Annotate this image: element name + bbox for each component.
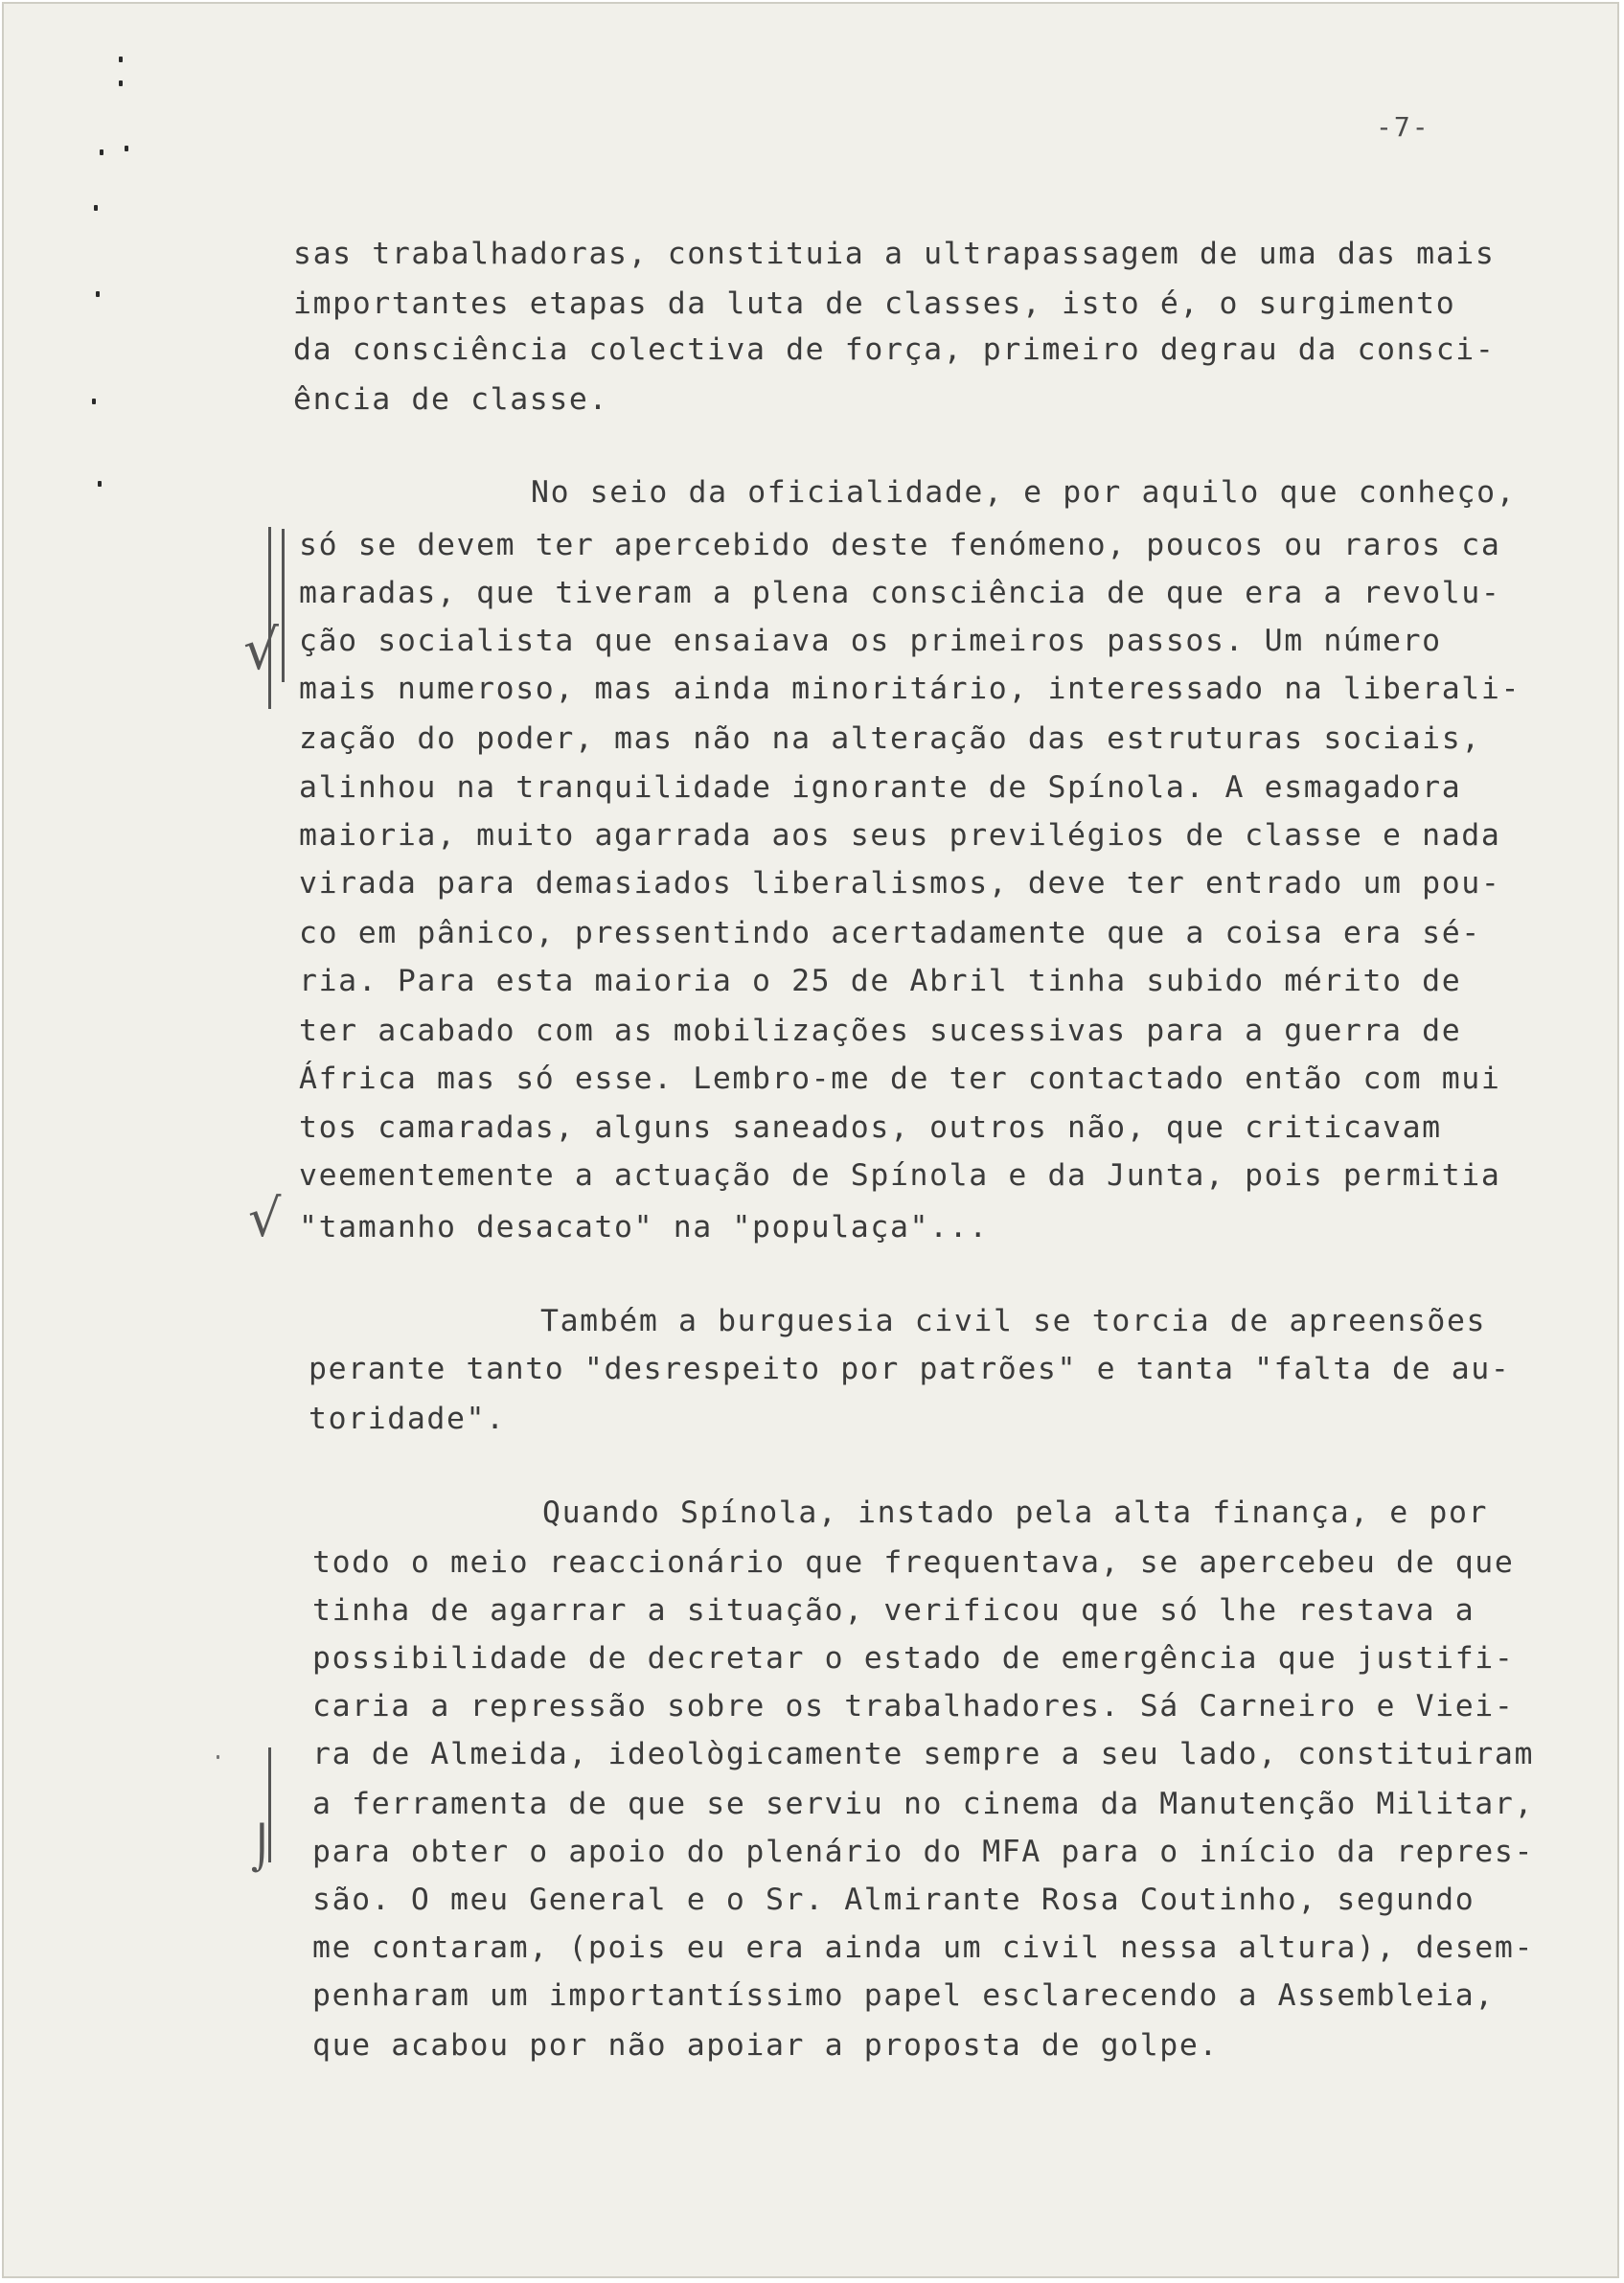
text-line: só se devem ter apercebido deste fenómeno, poucos ou raros ca [299,528,1501,562]
text-line: Quando Spínola, instado pela alta finança, e por [542,1495,1489,1530]
text-line: No seio da oficialidade, e por aquilo que conheço, [531,475,1517,510]
text-line: tos camaradas, alguns saneados, outros não, que criticavam [299,1110,1442,1145]
binder-speck [119,57,123,62]
text-line: "tamanho desacato" na "populaça"... [299,1210,989,1244]
text-line: zação do poder, mas não na alteração das estruturas sociais, [299,721,1481,756]
margin-check-mark: √ [243,617,279,682]
text-line: toridade". [309,1402,506,1436]
binder-speck [119,80,123,86]
binder-speck [94,205,98,211]
text-line: ria. Para esta maioria o 25 de Abril tinha subido mérito de [299,964,1462,998]
text-line: da consciência colectiva de força, primeiro degrau da consci- [293,332,1496,367]
text-line: mais numeroso, mas ainda minoritário, interessado na liberali- [299,672,1521,706]
text-line: ter acabado com as mobilizações sucessivas para a guerra de [299,1014,1462,1048]
binder-speck [92,399,96,404]
text-line: Também a burguesia civil se torcia de apreensões [540,1304,1487,1338]
text-line: ência de classe. [293,382,609,417]
page-number: -7- [1376,111,1430,143]
text-line: tinha de agarrar a situação, verificou que só lhe restava a [312,1593,1475,1628]
text-line: perante tanto "desrespeito por patrões" e tanta "falta de au- [309,1352,1511,1386]
text-line: que acabou por não apoiar a proposta de golpe. [312,2028,1219,2063]
text-line: são. O meu General e o Sr. Almirante Rosa Coutinho, segundo [312,1883,1475,1917]
text-line: alinhou na tranquilidade ignorante de Spínola. A esmagadora [299,770,1462,805]
text-line: ra de Almeida, ideològicamente sempre a seu lado, constituiram [312,1737,1535,1771]
margin-check-mark: ⌡ [251,1824,273,1873]
binder-speck [100,149,103,155]
document-page [2,2,1619,2278]
text-line: sas trabalhadoras, constituia a ultrapassagem de uma das mais [293,237,1496,271]
margin-check-mark: √ [248,1188,282,1248]
binder-speck [96,291,100,297]
text-line: co em pânico, pressentindo acertadamente que a coisa era sé- [299,916,1481,950]
text-line: maioria, muito agarrada aos seus previlégios de classe e nada [299,818,1501,853]
text-line: importantes etapas da luta de classes, isto é, o surgimento [293,286,1456,321]
pencil-speck [217,1755,219,1759]
text-line: caria a repressão sobre os trabalhadores. Sá Carneiro e Viei- [312,1689,1515,1724]
text-line: todo o meio reaccionário que frequentava, se apercebeu de que [312,1545,1515,1580]
text-line: para obter o apoio do plenário do MFA para o início da repres- [312,1835,1535,1869]
text-line: me contaram, (pois eu era ainda um civil nessa altura), desem- [312,1930,1535,1965]
binder-speck [125,146,128,151]
text-line: possibilidade de decretar o estado de emergência que justifi- [312,1641,1515,1676]
text-line: África mas só esse. Lembro-me de ter contactado então com mui [299,1062,1501,1096]
text-line: veementemente a actuação de Spínola e da Junta, pois permitia [299,1158,1501,1193]
text-line: ção socialista que ensaiava os primeiros passos. Um número [299,624,1442,658]
binder-speck [98,481,102,487]
margin-bracket-mark [282,529,285,682]
text-line: virada para demasiados liberalismos, deve ter entrado um pou- [299,866,1501,901]
text-line: a ferramenta de que se serviu no cinema da Manutenção Militar, [312,1787,1535,1821]
text-line: maradas, que tiveram a plena consciência de que era a revolu- [299,576,1501,610]
text-line: penharam um importantíssimo papel esclarecendo a Assembleia, [312,1978,1495,2013]
